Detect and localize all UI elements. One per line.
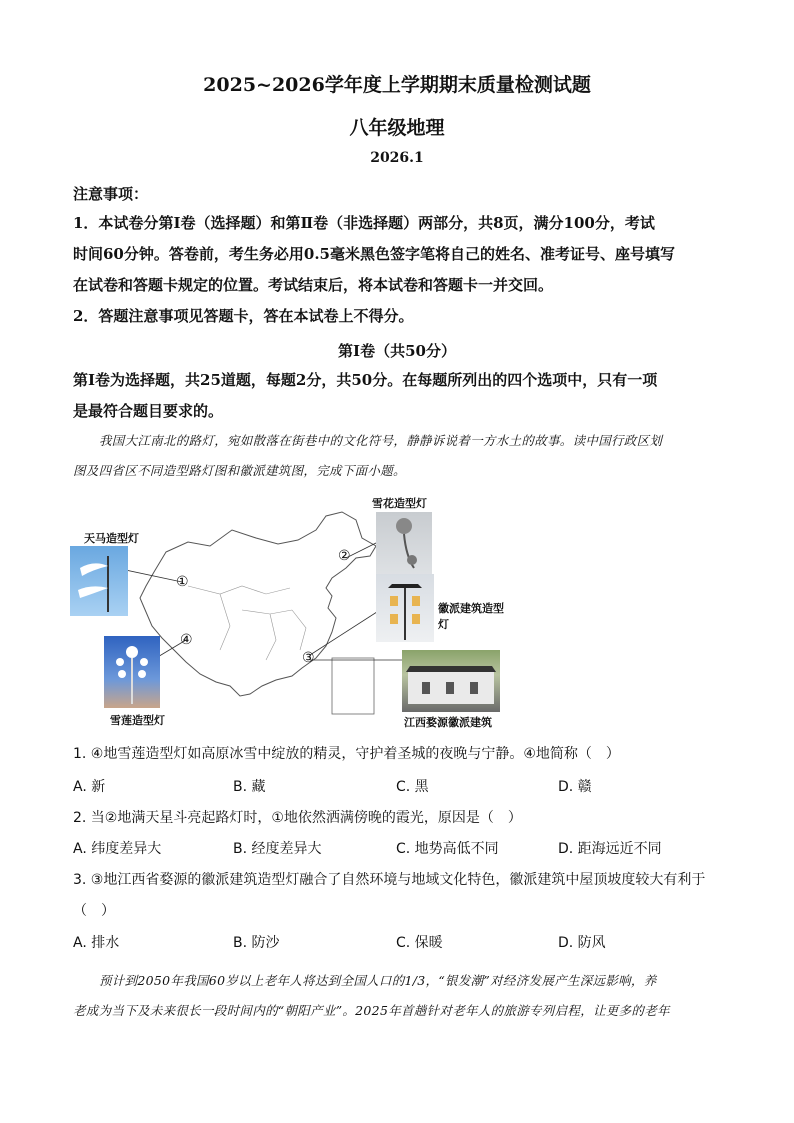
question-2-stem: 2. 当②地满天星斗亮起路灯时，①地依然洒满傍晚的霞光，原因是（ ）: [73, 810, 522, 826]
huipai-lamp-label: 徽派建筑造型灯: [438, 602, 504, 631]
section1-intro-line1: 第Ⅰ卷为选择题，共25道题，每题2分，共50分。在每题所列出的四个选项中，只有一项: [73, 371, 658, 389]
notice-item2: 2．答题注意事项见答题卡，答在本试卷上不得分。: [73, 307, 414, 325]
passage1-line2: 图及四省区不同造型路灯图和徽派建筑图，完成下面小题。: [73, 463, 406, 478]
question-2-option-d[interactable]: D. 距海远近不同: [558, 841, 662, 857]
exam-date: 2026.1: [370, 150, 424, 166]
section1-intro: [73, 365, 723, 427]
question-1-option-d[interactable]: D. 赣: [558, 779, 592, 795]
question-3-option-a[interactable]: A. 排水: [73, 935, 120, 951]
south-sea-inset: [332, 658, 374, 714]
question-3-stem: 3. ③地江西省婺源的徽派建筑造型灯融合了自然环境与地域文化特色，徽派建筑中屋顶坡度较大有利于: [73, 872, 706, 888]
jiangxi-building-photo: [402, 650, 500, 712]
passage1: [73, 426, 725, 486]
passage2: [73, 966, 725, 1026]
question-3-stem-bracket: （ ）: [73, 903, 115, 919]
notice-item1: [73, 208, 723, 301]
china-outline: [140, 512, 376, 696]
jiangxi-label: 江西婺源徽派建筑: [404, 716, 492, 729]
question-1-option-a[interactable]: A. 新: [73, 779, 106, 795]
question-1-option-b[interactable]: B. 藏: [233, 779, 266, 795]
passage2-line2: 老成为当下及未来很长一段时间内的“朝阳产业”。2025年首趟针对老年人的旅游专列启程，让更多的老年: [73, 1003, 670, 1018]
question-2-option-a[interactable]: A. 纬度差异大: [73, 841, 162, 857]
exam-subtitle: 八年级地理: [349, 117, 445, 139]
section1-intro-line2: 是最符合题目要求的。: [73, 402, 224, 420]
passage2-line1: 预计到2050年我国60岁以上老年人将达到全国人口的1/3，“银发潮”对经济发展产生深远影响，养: [99, 973, 657, 988]
marker-4: ④: [180, 632, 193, 648]
notice-item1-line3: 在试卷和答题卡规定的位置。考试结束后，将本试卷和答题卡一并交回。: [73, 276, 554, 294]
xuehua-lamp-photo: [376, 512, 432, 578]
figure: [70, 490, 510, 730]
xuelian-label: 雪莲造型灯: [110, 714, 165, 727]
section1-heading: 第Ⅰ卷（共50分）: [338, 342, 456, 360]
marker-1: ①: [176, 574, 189, 590]
question-1-option-c[interactable]: C. 黑: [396, 779, 429, 795]
exam-title: 2025~2026学年度上学期期末质量检测试题: [203, 74, 591, 96]
question-1-stem: 1. ④地雪莲造型灯如高原冰雪中绽放的精灵，守护着圣城的夜晚与宁静。④地简称（ ）: [73, 746, 620, 762]
notice-heading: 注意事项：: [73, 185, 149, 203]
marker-2: ②: [338, 548, 351, 564]
question-3-option-c[interactable]: C. 保暖: [396, 935, 443, 951]
question-2-option-b[interactable]: B. 经度差异大: [233, 841, 322, 857]
province-lines: [188, 586, 306, 660]
passage1-line1: 我国大江南北的路灯，宛如散落在街巷中的文化符号，静静诉说着一方水土的故事。读中国行政区划: [99, 433, 663, 448]
notice-item1-line2: 时间60分钟。答卷前，考生务必用0.5毫米黑色签字笔将自己的姓名、准考证号、座号填写: [73, 245, 675, 263]
question-2-option-c[interactable]: C. 地势高低不同: [396, 841, 499, 857]
question-3-option-d[interactable]: D. 防风: [558, 935, 606, 951]
tianma-lamp-photo: [70, 546, 128, 616]
pointer-3a: [310, 610, 380, 655]
notice-item1-line1: 1．本试卷分第Ⅰ卷（选择题）和第Ⅱ卷（非选择题）两部分，共8页，满分100分，考试: [73, 214, 655, 232]
huipai-lamp-photo: [376, 574, 434, 642]
question-3-option-b[interactable]: B. 防沙: [233, 935, 280, 951]
tianma-label: 天马造型灯: [84, 532, 139, 545]
xuehua-label: 雪花造型灯: [372, 497, 427, 510]
xuelian-lamp-photo: [104, 636, 160, 708]
marker-3: ③: [302, 650, 315, 666]
